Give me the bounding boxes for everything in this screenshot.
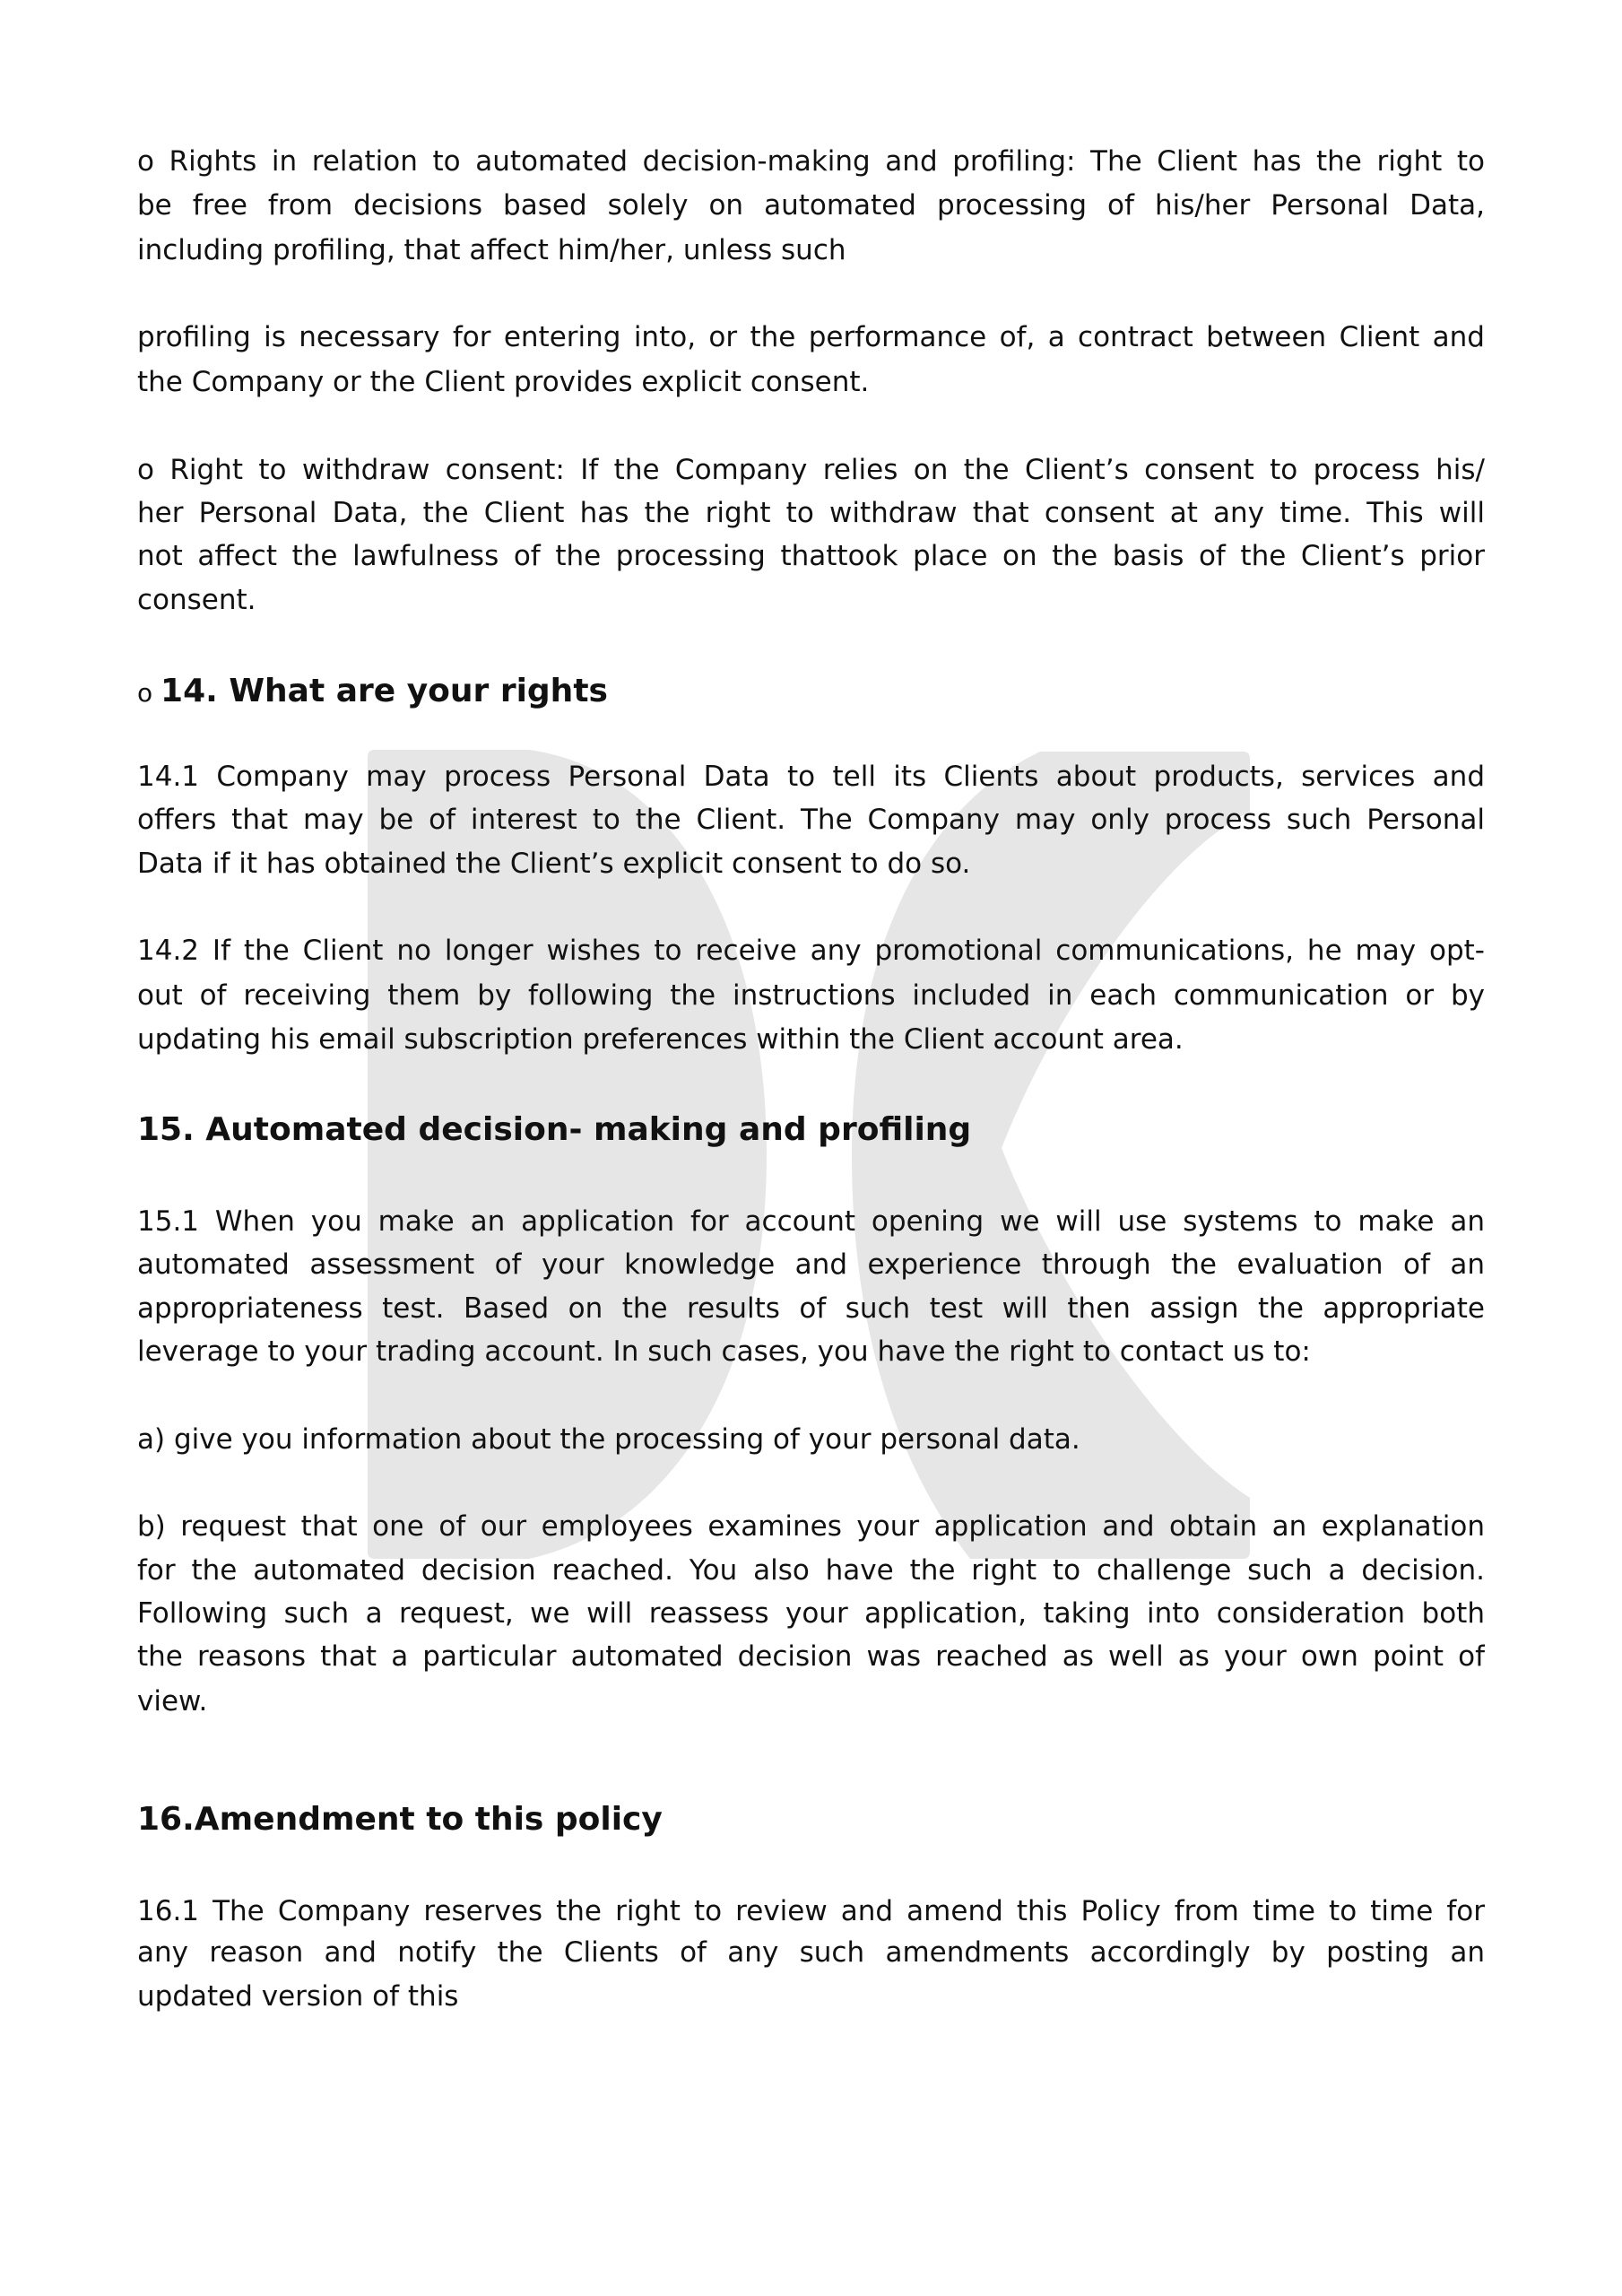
heading-bullet: o — [137, 678, 161, 708]
text-line: consent. — [137, 584, 256, 616]
text-line: o Right to withdraw consent: If the Company relies on the Client’s consent to process his/ — [137, 454, 1485, 486]
text-line: out of receiving them by following the instructions included in each communication or by — [137, 979, 1485, 1012]
text-line: 16.1 The Company reserves the right to review and amend this Policy from time to time for — [137, 1895, 1485, 1927]
text-line: 14.1 Company may process Personal Data to tell its Clients about products, services and — [137, 761, 1485, 793]
heading-text: 15. Automated decision- making and profiling — [137, 1111, 972, 1148]
text-line: not affect the lawfulness of the processing thattook place on the basis of the Client’s prior — [137, 540, 1485, 572]
heading-text: 14. What are your rights — [160, 673, 608, 709]
text-line: for the automated decision reached. You also have the right to challenge such a decision. — [137, 1554, 1485, 1587]
text-line: the reasons that a particular automated decision was reached as well as your own point of — [137, 1640, 1485, 1673]
text-line: appropriateness test. Based on the results of such test will then assign the appropriate — [137, 1292, 1485, 1325]
heading-section-16 — [137, 1799, 1485, 1840]
text-line: o Rights in relation to automated decision-making and profiling: The Client has the right to — [137, 145, 1485, 178]
text-line: the Company or the Client provides explicit consent. — [137, 366, 870, 398]
heading-text: 16.Amendment to this policy — [137, 1801, 663, 1838]
text-line: her Personal Data, the Client has the right to withdraw that consent at any time. This will — [137, 497, 1485, 529]
heading-section-15 — [137, 1109, 1485, 1151]
text-line: 15.1 When you make an application for account opening we will use systems to make an — [137, 1205, 1485, 1238]
text-line: be free from decisions based solely on automated processing of his/her Personal Data, — [137, 189, 1485, 222]
text-line: a) give you information about the processing of your personal data. — [137, 1423, 1080, 1456]
text-line: profiling is necessary for entering into, or the performance of, a contract between Client and — [137, 321, 1485, 353]
text-line: any reason and notify the Clients of any such amendments accordingly by posting an — [137, 1936, 1485, 1969]
text-line: including profiling, that affect him/her, unless such — [137, 234, 846, 266]
text-line: b) request that one of our employees examines your application and obtain an explanation — [137, 1510, 1485, 1543]
text-line: Data if it has obtained the Client’s explicit consent to do so. — [137, 848, 971, 880]
text-line: leverage to your trading account. In such cases, you have the right to contact us to: — [137, 1335, 1311, 1368]
text-line: view. — [137, 1685, 208, 1718]
text-line: automated assessment of your knowledge and experience through the evaluation of an — [137, 1248, 1485, 1281]
text-line: Following such a request, we will reassess your application, taking into consideration both — [137, 1597, 1485, 1630]
text-line: updated version of this — [137, 1980, 459, 2013]
text-line: offers that may be of interest to the Client. The Company may only process such Personal — [137, 804, 1485, 836]
heading-section-14 — [137, 671, 1485, 712]
text-line: updating his email subscription preferences within the Client account area. — [137, 1023, 1184, 1056]
text-line: 14.2 If the Client no longer wishes to receive any promotional communications, he may opt- — [137, 935, 1485, 967]
